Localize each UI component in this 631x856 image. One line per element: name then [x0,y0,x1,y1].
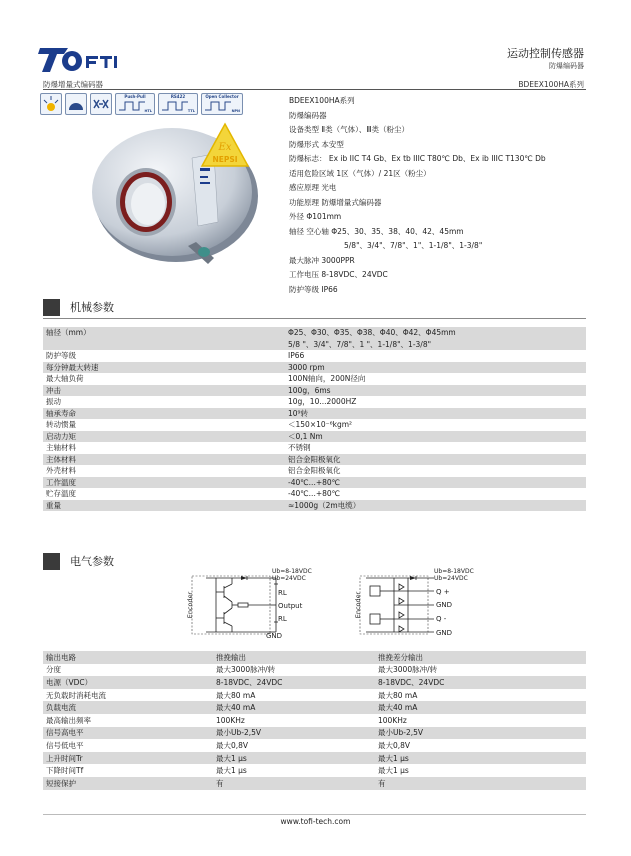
table-cell: 铝合金阳极氧化 [285,454,586,466]
table-row [43,431,586,443]
svg-text:Q +: Q + [436,588,450,596]
spec-line: 防护等级 IP66 [289,284,338,294]
dome-icon [65,93,87,115]
table-row [43,764,586,777]
table-cell: ≈1000g（2m电缆） [285,500,586,512]
table-cell: 10⁹转 [285,408,586,420]
table-cell: 100KHz [216,715,245,725]
coupling-icon [90,93,112,115]
table-cell: 100KHz [378,715,407,725]
table-row [43,385,586,397]
spec-line: 感应原理 光电 [289,183,337,192]
svg-text:Ub=24VDC: Ub=24VDC [272,575,306,582]
table-cell: 轴承寿命 [43,408,285,420]
table-cell: 上升时间Tr [43,752,213,765]
table-row [43,396,586,408]
table-cell: 下降时间Tf [46,766,84,776]
table-cell: 短接保护 [43,777,213,790]
table-row [43,714,586,727]
table-cell: 推挽输出 [213,651,375,664]
section-marker [43,299,60,316]
table-row [43,350,586,362]
table-row [43,727,586,740]
svg-text:Ex: Ex [218,142,232,153]
svg-text:Ub=24VDC: Ub=24VDC [434,575,468,582]
spec-line: BDEEX100HA系列 [289,96,355,105]
table-cell: ＜0,1 Nm [285,431,586,443]
table-cell: 最大0,8V [378,740,411,750]
table-cell: -40℃...+80℃ [285,477,586,489]
svg-text:RL: RL [278,615,287,623]
table-row [43,651,586,664]
table-row [43,477,586,489]
svg-text:Encoder: Encoder [354,591,362,619]
spec-summary [289,94,546,297]
table-cell: ＜150×10⁻⁶kgm² [288,420,353,430]
svg-text:Output: Output [278,602,303,610]
header-subtitle: 防爆编码器 [549,62,584,70]
table-row [43,664,586,677]
table-row [43,362,586,374]
table-cell: 主轴材料 [46,443,76,453]
table-cell: Φ25、Φ30、Φ35、Φ38、Φ40、Φ42、Φ45mm [285,327,586,339]
table-row [43,777,586,790]
table-cell: 8-18VDC、24VDC [375,676,586,689]
section-marker [43,553,60,570]
table-cell: 主体材料 [43,454,285,466]
spec-line: 功能原理 防爆增量式编码器 [289,197,382,207]
table-cell: 有 [213,777,375,790]
table-cell: 冲击 [43,385,285,397]
table-cell: 最大40 mA [213,701,375,714]
electrical-table [43,651,586,790]
table-cell: 最大1 μs [378,766,409,776]
table-cell: 电源（VDC） [43,676,213,689]
table-cell: 负载电流 [43,701,213,714]
table-row [43,689,586,702]
footer-divider [43,814,586,815]
svg-text:Ub=8-18VDC: Ub=8-18VDC [272,568,312,575]
table-cell: 启动力矩 [43,431,285,443]
table-cell: 最大80 mA [378,690,418,700]
mechanical-section-header [43,299,586,319]
table-cell: 最大3000脉冲/转 [378,665,438,675]
spec-line: 外径 Φ101mm [289,212,342,221]
table-row [43,500,586,512]
table-row [43,739,586,752]
light-sensor-icon [40,93,62,115]
table-cell: 最大1 μs [213,752,375,765]
header-title: 运动控制传感器 [507,47,584,60]
open-collector-npn-icon: Open Collector NPN [201,93,243,115]
electrical-section-title: 电气参数 [70,555,114,568]
table-row [43,442,586,454]
table-row [43,701,586,714]
table-cell: 最大40 mA [375,701,586,714]
table-cell: 工作温度 [43,477,285,489]
section-divider [43,318,586,319]
spec-line: 防爆形式 本安型 [289,139,344,149]
table-cell: 100N轴向，200N径向 [288,374,366,384]
push-pull-circuit-diagram [186,568,336,640]
spec-line: 防爆标志： Ex ib IIC T4 Gb、Ex tb IIIC T80℃ Db、Ex ib IIIC T130℃ Db [289,154,546,163]
brand-logo [38,44,124,74]
table-cell: 信号低电平 [46,740,84,750]
table-cell: 最大0,8V [216,740,249,750]
table-cell: IP66 [288,351,305,361]
table-cell: 5/8 "、3/4"、7/8"、1 "、1-1/8"、1-3/8" [285,339,586,351]
table-cell: 贮存温度 [46,489,76,499]
svg-text:Q -: Q - [436,615,447,623]
table-cell: 振动 [46,397,61,407]
table-cell: 轴径（mm） [43,327,285,339]
table-cell: 最大3000脉冲/转 [216,665,276,675]
table-row [43,676,586,689]
spec-line: 轴径 空心轴 Φ25、30、35、38、40、42、45mm [289,226,464,236]
table-cell: 不锈钢 [288,443,311,453]
table-cell: 铝合金阳极氧化 [288,466,341,476]
push-pull-differential-circuit-diagram [354,568,509,640]
spec-line: 适用危险区域 1区（气体）/ 21区（粉尘） [289,168,431,178]
svg-text:NEPSI: NEPSI [212,155,238,164]
table-row [43,408,586,420]
push-pull-htl-icon: Push-Pull HTL [115,93,155,115]
table-cell: 转动惯量 [46,420,76,430]
footer-url[interactable]: www.tofi-tech.com [280,817,351,826]
table-cell [43,339,285,351]
table-row [43,339,586,351]
svg-text:Ub=8-18VDC: Ub=8-18VDC [434,568,474,575]
spec-line: 5/8"、3/4"、7/8"、1"、1-1/8"、1-3/8" [344,241,483,250]
svg-text:Encoder: Encoder [186,591,194,619]
table-row [43,373,586,385]
table-cell: 100g，6ms [285,385,586,397]
table-row [43,419,586,431]
mechanical-table [43,327,586,511]
table-cell: 3000 rpm [285,362,586,374]
table-row [43,752,586,765]
table-cell: 有 [375,777,586,790]
svg-text:GND: GND [436,601,453,609]
svg-text:RL: RL [278,589,287,597]
table-cell: 防护等级 [46,351,76,361]
svg-text:GND: GND [436,629,453,637]
table-cell: 8-18VDC、24VDC [213,676,375,689]
table-cell: 分度 [46,665,61,675]
table-cell: 最小Ub-2,5V [375,727,586,740]
table-cell: 最大轴负荷 [46,374,84,384]
table-cell: 最高输出频率 [46,715,91,725]
header-category: 防爆增量式编码器 [43,80,103,89]
svg-text:GND: GND [266,632,283,640]
table-cell: 信号高电平 [43,727,213,740]
table-row [43,465,586,477]
table-cell: 最大1 μs [375,752,586,765]
spec-line: 工作电压 8-18VDC、24VDC [289,270,388,279]
table-cell: 10g，10...2000HZ [288,397,357,407]
spec-line: 设备类型 Ⅱ类（气体）、Ⅲ类（粉尘） [289,125,409,134]
table-cell: 输出电路 [43,651,213,664]
table-row [43,454,586,466]
header-series: BDEEX100HA系列 [518,80,584,89]
table-cell: 最小Ub-2,5V [213,727,375,740]
spec-line: 最大脉冲 3000PPR [289,255,355,265]
table-row [43,327,586,339]
spec-line: 防爆编码器 [289,110,327,120]
table-cell: 推挽差分输出 [375,651,586,664]
table-cell: 无负载时消耗电流 [46,690,106,700]
table-cell: 外壳材料 [46,466,76,476]
feature-icon-row [40,93,243,115]
rs422-ttl-icon: RS422 TTL [158,93,198,115]
table-cell: 最大1 μs [216,766,247,776]
mechanical-section-title: 机械参数 [70,301,114,314]
table-cell: 每分钟最大转速 [43,362,285,374]
table-cell: -40℃...+80℃ [288,489,341,499]
header-divider [43,89,586,90]
table-row [43,488,586,500]
ex-nepsi-badge [200,122,250,170]
table-cell: 重量 [43,500,285,512]
table-cell: 最大80 mA [216,690,256,700]
